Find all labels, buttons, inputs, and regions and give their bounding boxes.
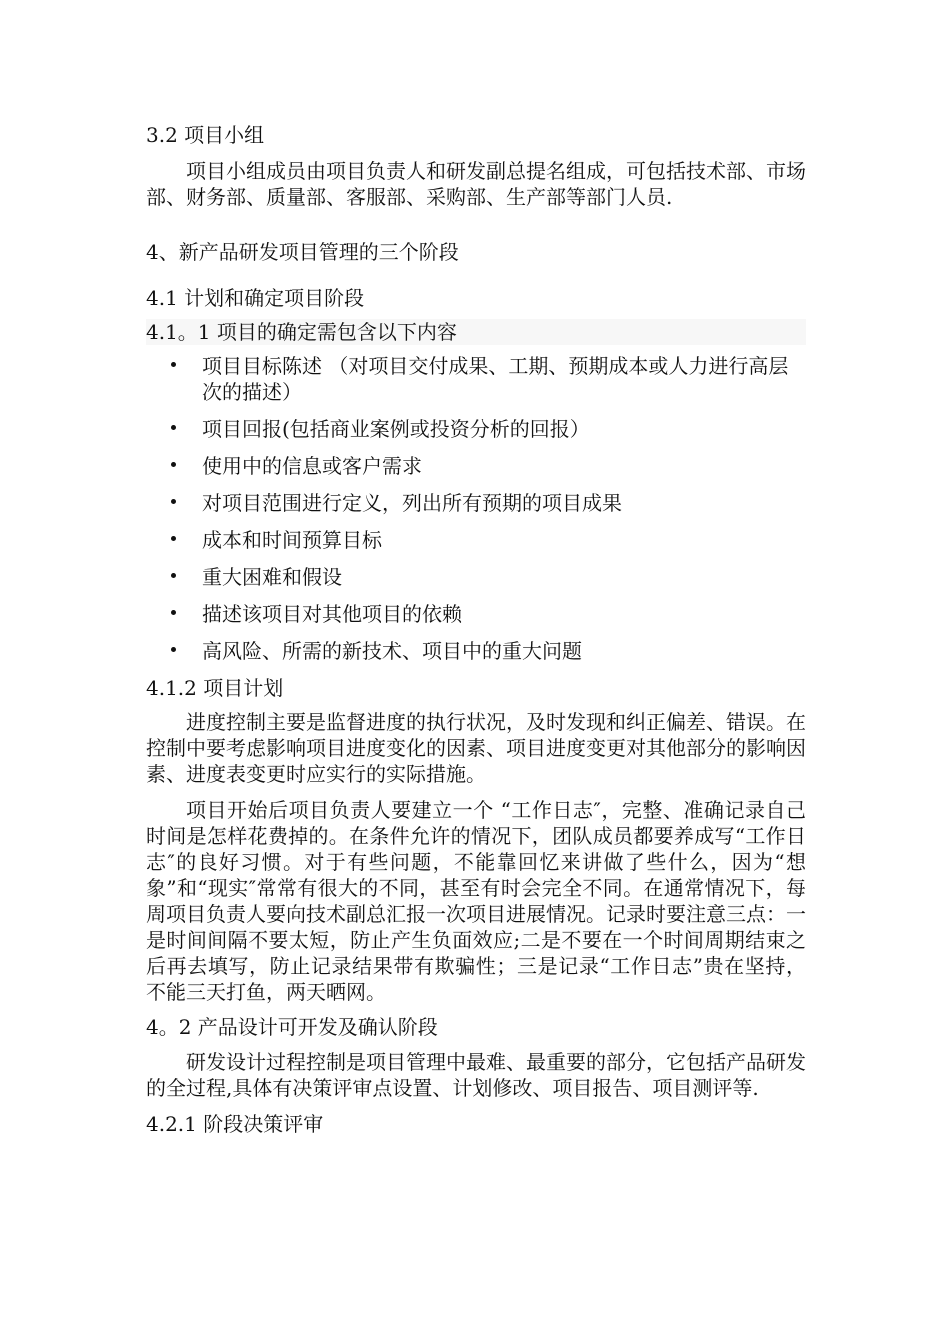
list-item <box>146 353 806 405</box>
paragraph-progress: 进度控制主要是监督进度的执行状况，及时发现和纠正偏差、错误。在控制中要考虑影响项目进度变化的因素、项目进度变更对其他部分的影响因素、进度表变更时应实行的实际措施。 <box>146 710 806 786</box>
list-item-text: 项目回报(包括商业案例或投资分析的回报） <box>202 417 590 441</box>
bullet-icon <box>171 362 176 367</box>
bullet-icon <box>171 462 176 467</box>
heading-4-1-2: 4.1.2 项目计划 <box>146 676 284 700</box>
heading-3-2: 3.2 项目小组 <box>146 123 265 147</box>
list-item-text: 描述该项目对其他项目的依赖 <box>202 602 462 626</box>
paragraph-team: 项目小组成员由项目负责人和研发副总提名组成，可包括技术部、市场部、财务部、质量部、客服部、采购部、生产部等部门人员. <box>146 159 806 209</box>
list-item-text: 项目目标陈述 （对项目交付成果、工期、预期成本或人力进行高层次的描述） <box>202 354 789 404</box>
list-item <box>146 601 806 627</box>
list-item-text: 成本和时间预算目标 <box>202 528 382 552</box>
list-item <box>146 453 806 479</box>
bullet-icon <box>171 573 176 578</box>
bullet-icon <box>171 425 176 430</box>
list-item <box>146 638 806 664</box>
bullet-icon <box>171 647 176 652</box>
list-item-text: 使用中的信息或客户需求 <box>202 454 422 478</box>
paragraph-design: 研发设计过程控制是项目管理中最难、最重要的部分，它包括产品研发的全过程,具体有决策评审点设置、计划修改、项目报告、项目测评等. <box>146 1050 806 1100</box>
document-body <box>146 122 806 1137</box>
list-item-text: 对项目范围进行定义，列出所有预期的项目成果 <box>202 491 622 515</box>
content-list <box>146 353 806 664</box>
list-item <box>146 416 806 442</box>
list-item <box>146 527 806 553</box>
bullet-icon <box>171 536 176 541</box>
heading-4: 4、新产品研发项目管理的三个阶段 <box>146 240 459 264</box>
heading-4-1-1: 4.1。1 项目的确定需包含以下内容 <box>146 319 806 345</box>
heading-4-1: 4.1 计划和确定项目阶段 <box>146 286 365 310</box>
list-item <box>146 490 806 516</box>
paragraph-work-log: 项目开始后项目负责人要建立一个 “工作日志″，完整、准确记录自己时间是怎样花费掉的。在条件允许的情况下，团队成员都要养成写“工作日志″的良好习惯。对于有些问题，不能靠回忆来讲做了些什么，因为“想象”和“现实″常常有很大的不同，甚至有时会完全不同。在通常情况下，每周项目负责人要向技术副总汇报一次项目进展情况。记录时要注意三点：一是时间间隔不要太短，防止产生负面效应;二是不要在一个时间周期结束之后再去填写，防止记录结果带有欺骗性；三是记录“工作日志”贵在坚持，不能三天打鱼，两天晒网。 <box>146 798 806 1004</box>
bullet-icon <box>171 499 176 504</box>
list-item-text: 高风险、所需的新技术、项目中的重大问题 <box>202 639 582 663</box>
heading-4-2: 4。2 产品设计可开发及确认阶段 <box>146 1015 438 1039</box>
list-item-text: 重大困难和假设 <box>202 565 342 589</box>
heading-4-2-1: 4.2.1 阶段决策评审 <box>146 1112 324 1136</box>
list-item <box>146 564 806 590</box>
bullet-icon <box>171 610 176 615</box>
